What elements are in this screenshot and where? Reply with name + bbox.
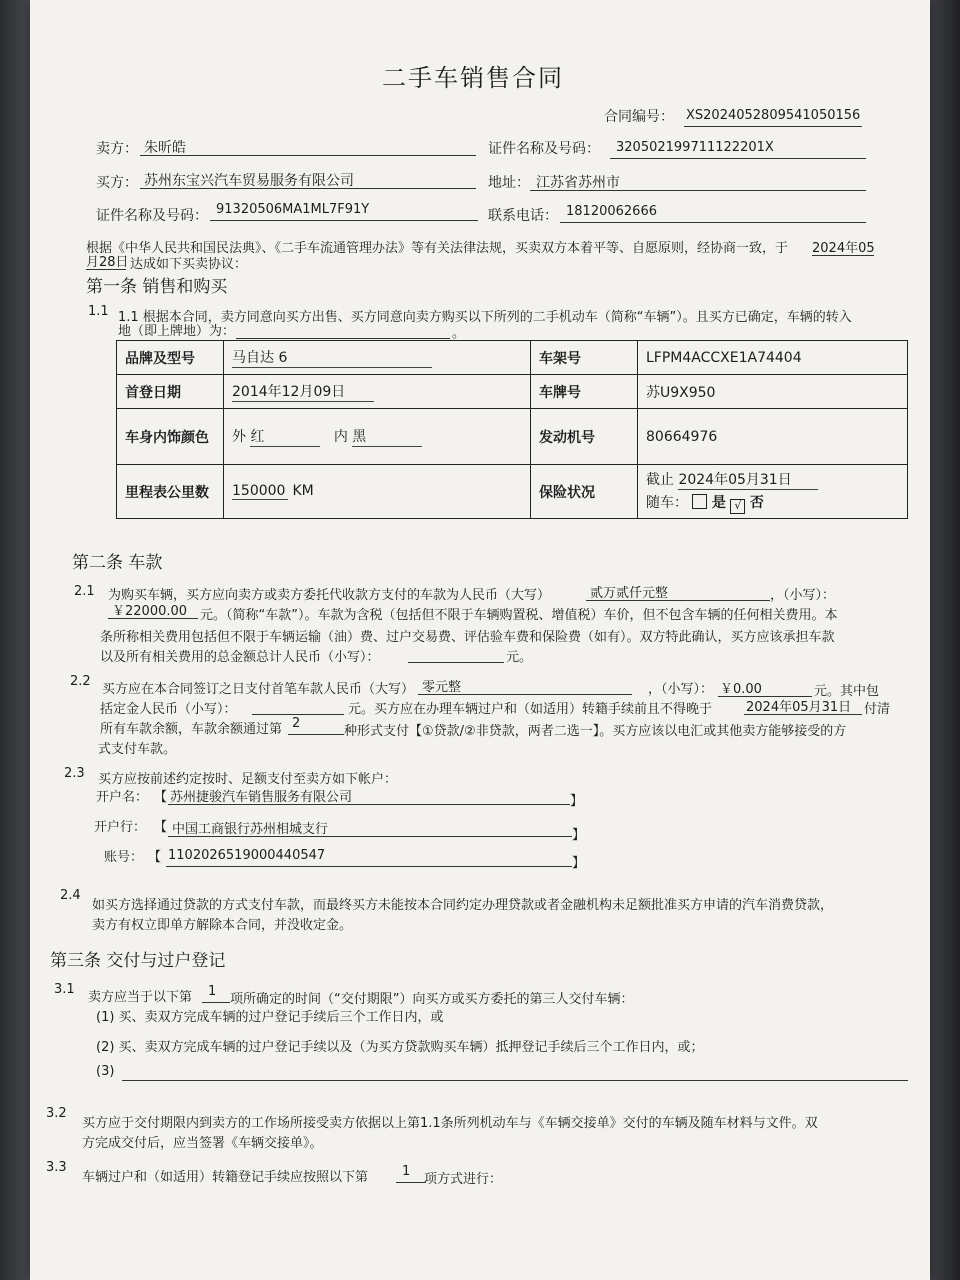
section-2-4-text-a: 如买方选择通过贷款的方式支付车款，而最终买方未能按本合同约定办理贷款或者金融机构未足额批准买方申请的汽车消费贷款， — [92, 898, 834, 913]
account-name-bracket-right: 】 — [570, 794, 584, 809]
balance-deadline-field[interactable]: 2024年05月31日 — [744, 696, 862, 715]
delivery-option-1: (1) 买、卖双方完成车辆的过户登记手续后三个工作日内，或 — [96, 1010, 444, 1025]
section-2-1-text-f: 元。 — [506, 650, 533, 665]
section-2-1-text-c: 元。（简称“车款”）。车款为含税（包括但不限于车辆购置税、增值税）车价，但不包含车辆的任何相关费用。本 — [200, 608, 838, 623]
first-payment-lower-field[interactable]: ￥0.00 — [718, 678, 812, 697]
registration-place-field[interactable] — [236, 320, 450, 339]
reg-date-cell[interactable] — [224, 375, 531, 409]
preamble-date-b[interactable]: 月28日 — [86, 251, 126, 270]
bank-bracket-right: 】 — [572, 828, 586, 843]
delivery-option-2: (2) 买、卖双方完成车辆的过户登记手续以及（为买方贷款购买车辆）抵押登记手续后三个工作日内，或； — [96, 1040, 704, 1055]
contract-no-label: 合同编号： — [604, 109, 674, 125]
section-1-1-text-b: 地（即上牌地）为： — [118, 324, 236, 339]
phone-label: 联系电话： — [488, 208, 558, 224]
int-color-label: 内 — [333, 429, 348, 445]
section-3-2-number: 3.2 — [46, 1106, 67, 1121]
insurance-until-label: 截止 — [646, 472, 674, 488]
account-no-bracket-left: 【 — [148, 850, 162, 865]
section-2-1-text-a: 为购买车辆，买方应向卖方或卖方委托代收款方支付的车款为人民币（大写） — [108, 588, 551, 603]
total-price-upper-field[interactable]: 贰万贰仟元整 — [586, 582, 770, 601]
brand-label: 品牌及型号 — [117, 341, 224, 375]
section-1-1-number: 1.1 — [88, 304, 109, 319]
section-1-1-dot: 。 — [452, 326, 466, 341]
section-3-1-text-a: 卖方应当于以下第 — [88, 990, 193, 1005]
phone-field[interactable]: 18120062666 — [560, 204, 866, 223]
section-2-3-number: 2.3 — [64, 766, 85, 781]
section-2-1-number: 2.1 — [74, 584, 95, 599]
seller-id-label: 证件名称及号码： — [488, 141, 600, 157]
color-cell[interactable] — [224, 409, 531, 465]
contract-page — [30, 0, 930, 1280]
first-payment-upper-field[interactable]: 零元整 — [418, 676, 632, 695]
plate-label: 车牌号 — [531, 375, 638, 409]
mileage-cell[interactable] — [224, 465, 531, 519]
section-2-2-text-i: 式支付车款。 — [98, 742, 177, 757]
section-2-2-text-a: 买方应在本合同签订之日支付首笔车款人民币（大写） — [102, 682, 415, 697]
bank-label: 开户行： — [94, 820, 147, 835]
section-2-1-text-e: 以及所有相关费用的总金额总计人民币（小写）： — [100, 650, 380, 665]
with-car-label: 随车： — [646, 495, 688, 511]
section-2-2-text-g: 所有车款余额，车款余额通过第 — [100, 722, 283, 737]
section-2-2-text-h: 种形式支付【①贷款/②非贷款，两者二选一】。买方应该以电汇或其他卖方能够接受的方 — [344, 724, 847, 739]
section-3-2-text-a: 买方应于交付期限内到卖方的工作场所接受卖方依据以上第1.1条所列机动车与《车辆交接单》交付的车辆及随车材料与文件。双 — [82, 1116, 818, 1131]
section-3-3-text-a: 车辆过户和（如适用）转籍登记手续应按照以下第 — [82, 1170, 369, 1185]
reg-date-value: 2014年12月09日 — [232, 381, 374, 402]
engine-label: 发动机号 — [531, 409, 638, 465]
buyer-label: 买方： — [96, 175, 138, 191]
section-2-2-text-d: 括定金人民币（小写）： — [100, 702, 237, 717]
section-3-1-text-b: 项所确定的时间（“交付期限”）向买方或买方委托的第三人交付车辆： — [230, 992, 634, 1007]
color-label: 车身内饰颜色 — [117, 409, 224, 465]
mileage-unit: KM — [292, 483, 314, 499]
account-no-bracket-right: 】 — [572, 856, 586, 871]
no-checkbox[interactable]: √ — [730, 499, 745, 514]
address-label: 地址： — [488, 175, 530, 191]
delivery-option-field[interactable]: 1 — [202, 984, 230, 1003]
page-title: 二手车销售合同 — [382, 64, 564, 92]
preamble-date-a[interactable]: 2024年05 — [812, 237, 874, 256]
buyer-id-label: 证件名称及号码： — [96, 208, 208, 224]
seller-field[interactable]: 朱昕皓 — [140, 137, 476, 156]
brand-value: 马自达 6 — [232, 347, 432, 368]
section-2-2-text-f: 付清 — [864, 702, 891, 717]
account-name-field[interactable]: 苏州捷骏汽车销售服务有限公司 — [168, 786, 570, 805]
total-price-lower-field[interactable]: ￥22000.00 — [108, 600, 198, 619]
ext-color-value: 红 — [250, 426, 320, 447]
ext-color-label: 外 — [232, 429, 246, 445]
vin-value[interactable]: LFPM4ACCXE1A74404 — [638, 341, 908, 375]
yes-label: 是 — [711, 495, 726, 511]
insurance-label: 保险状况 — [531, 465, 638, 519]
section-2-2-text-e: 元。买方应在办理车辆过户和（如适用）转籍手续前且不得晚于 — [348, 702, 713, 717]
account-no-field[interactable]: 1102026519000440547 — [166, 848, 572, 867]
engine-value[interactable]: 80664976 — [638, 409, 908, 465]
reg-date-label: 首登日期 — [117, 375, 224, 409]
brand-cell[interactable] — [224, 341, 531, 375]
total-amount-field[interactable] — [408, 644, 504, 663]
article-1-heading: 第一条 销售和购买 — [86, 277, 228, 297]
payment-method-field[interactable]: 2 — [288, 716, 344, 735]
section-2-4-text-b: 卖方有权立即单方解除本合同，并没收定金。 — [92, 918, 353, 933]
section-2-2-text-b: ，（小写）： — [648, 682, 714, 697]
preamble-line2: 达成如下买卖协议： — [130, 257, 248, 272]
section-2-1-text-d: 条所称相关费用包括但不限于车辆运输（油）费、过户交易费、评估验车费和保险费（如有）。双方特此确认，买方应该承担车款 — [100, 630, 835, 645]
section-2-4-number: 2.4 — [60, 888, 81, 903]
account-name-label: 开户名： — [96, 790, 149, 805]
insurance-until-value[interactable]: 2024年05月31日 — [678, 469, 818, 490]
article-2-heading: 第二条 车款 — [72, 553, 163, 573]
buyer-field[interactable]: 苏州东宝兴汽车贸易服务有限公司 — [140, 170, 476, 189]
int-color-value: 黑 — [352, 426, 422, 447]
mileage-value: 150000 — [232, 483, 288, 500]
section-2-1-text-b: ，（小写）： — [770, 588, 836, 603]
insurance-cell — [638, 465, 908, 519]
section-2-2-number: 2.2 — [70, 674, 91, 689]
section-3-1-number: 3.1 — [54, 982, 75, 997]
mileage-label: 里程表公里数 — [117, 465, 224, 519]
section-3-3-number: 3.3 — [46, 1160, 67, 1175]
contract-no-field[interactable]: XS2024052809541050156 — [684, 108, 862, 127]
seller-id-field[interactable]: 320502199711122201X — [610, 140, 866, 159]
bank-bracket-left: 【 — [154, 820, 168, 835]
buyer-id-field[interactable]: 91320506MA1ML7F91Y — [210, 202, 478, 221]
vin-label: 车架号 — [531, 341, 638, 375]
section-2-2-text-c: 元。其中包 — [814, 684, 880, 699]
section-3-2-text-b: 方完成交付后，应当签署《车辆交接单》。 — [82, 1136, 323, 1151]
deposit-field[interactable] — [252, 696, 344, 715]
account-no-label: 账号： — [104, 850, 144, 865]
plate-value[interactable]: 苏U9X950 — [638, 375, 908, 409]
transfer-option-field[interactable]: 1 — [396, 1164, 426, 1183]
delivery-option-3: (3) — [96, 1064, 115, 1079]
seller-label: 卖方： — [96, 141, 138, 157]
vehicle-table — [116, 340, 908, 519]
article-3-heading: 第三条 交付与过户登记 — [50, 951, 226, 971]
section-2-3-text: 买方应按前述约定按时、足额支付至卖方如下帐户： — [98, 772, 398, 787]
address-field[interactable]: 江苏省苏州市 — [530, 172, 866, 191]
no-label: 否 — [749, 495, 764, 511]
section-3-3-text-b: 项方式进行： — [424, 1172, 503, 1187]
account-name-bracket-left: 【 — [154, 790, 168, 805]
delivery-option-3-field[interactable] — [122, 1080, 908, 1081]
section-1-1-text-a: 1.1 根据本合同，卖方同意向买方出售、买方同意向卖方购买以下所列的二手机动车（简称“车辆”）。且买方已确定，车辆的转入 — [118, 310, 852, 325]
bank-field[interactable]: 中国工商银行苏州相城支行 — [168, 818, 572, 837]
preamble-line1: 根据《中华人民共和国民法典》、《二手车流通管理办法》等有关法律法规，买卖双方本着平等、自愿原则，经协商一致，于 — [86, 241, 789, 256]
yes-checkbox[interactable] — [692, 494, 707, 509]
